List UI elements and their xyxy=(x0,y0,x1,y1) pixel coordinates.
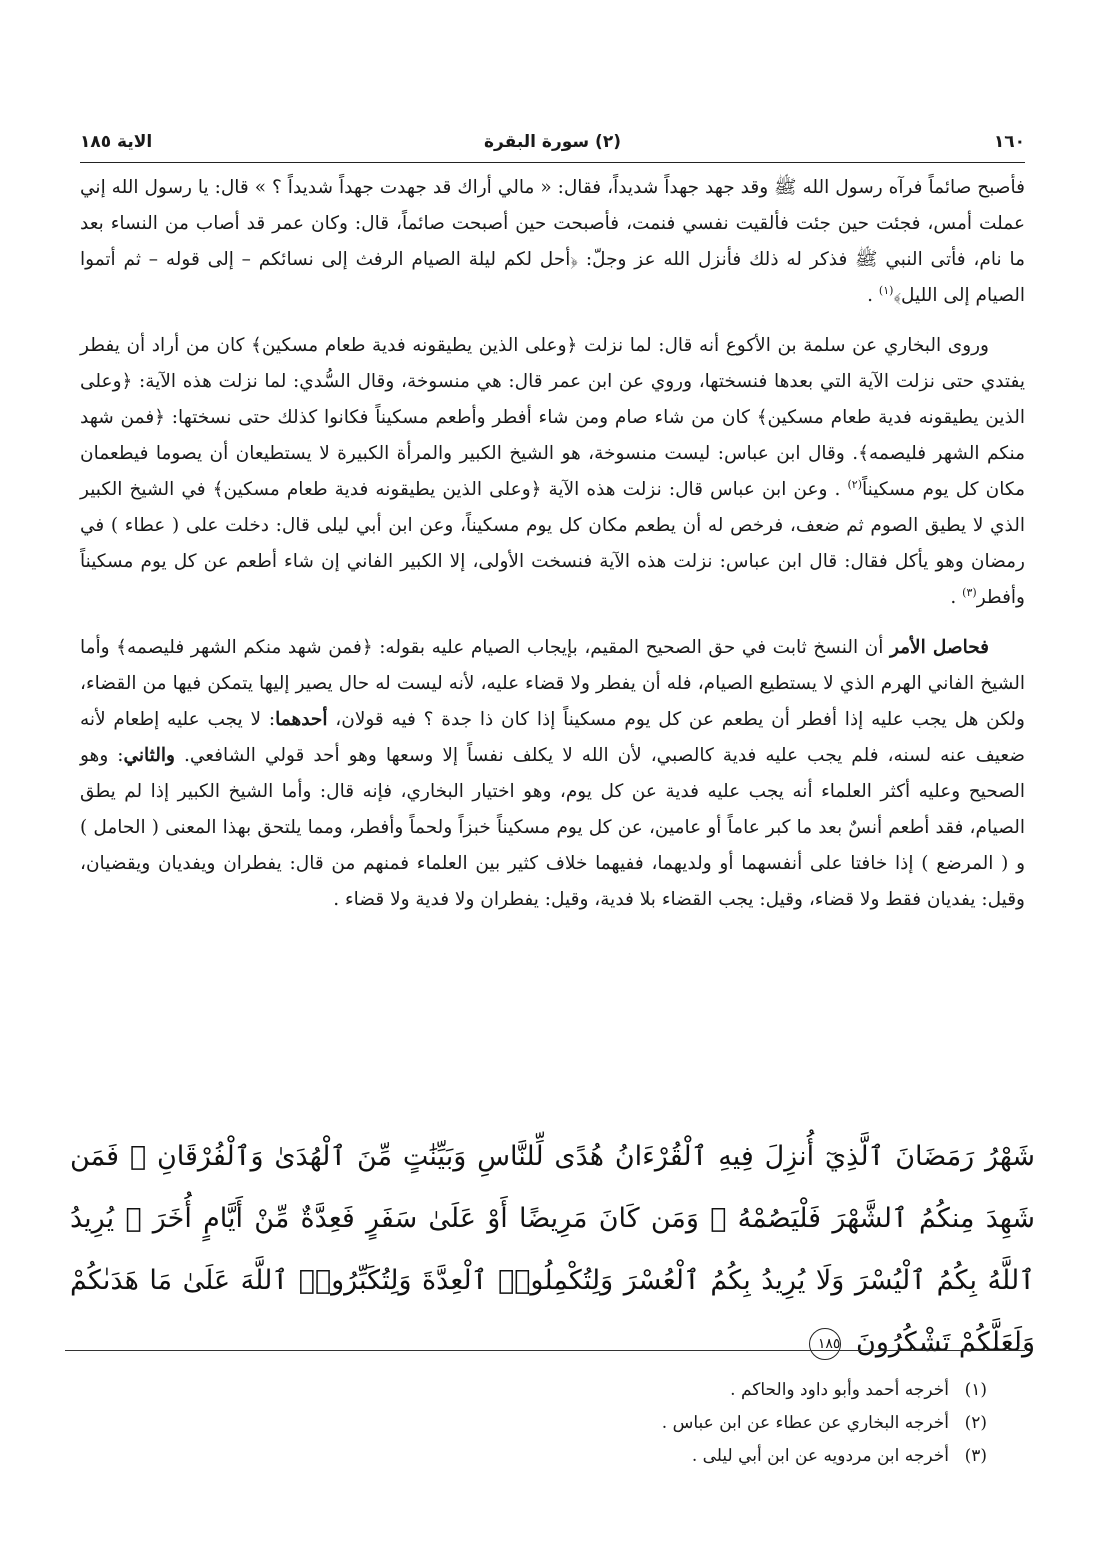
footnote-ref-3[interactable]: (٣) xyxy=(962,585,977,599)
paragraph-text: . وعن ابن عباس قال: نزلت هذه الآية ﴿وعلى الذين يطيقونه فدية طعام مسكين﴾ في الشيخ الكبير الذي لا يطيق الصوم ثم ضعف، فرخص له أن يطعم مكان كل يوم مسكيناً، وعن ابن أبي ليلى قال: دخلت على ( عطاء ) في رمضان وهو يأكل فقال: قال ابن عباس: نزلت هذه الآية فنسخت الأولى، إلا الكبير الفاني إن شاء أطعم عن كل يوم مسكيناً وأفطر xyxy=(80,479,1025,608)
footnote-text: أخرجه أحمد وأبو داود والحاكم . xyxy=(730,1380,949,1400)
paragraph-lead: فحاصل الأمر xyxy=(889,637,989,658)
footnote-text: أخرجه ابن مردويه عن ابن أبي ليلى . xyxy=(691,1446,949,1466)
second-opinion-label: والثاني xyxy=(123,745,175,766)
running-header xyxy=(80,128,1025,163)
commentary-body xyxy=(80,170,1025,932)
footnotes xyxy=(427,1374,987,1473)
paragraph-text: أن النسخ ثابت في حق الصحيح المقيم، بإيجاب الصيام عليه بقوله: ﴿فمن شهد منكم الشهر فليصمه﴾ وأما الشيخ الفاني الهرم الذي لا يستطيع الصيام، فله أن يفطر ولا قضاء عليه، لأنه ليست له حال يصير إليها يتمكن فيها من القضاء، ولكن هل يجب عليه إذا أفطر أن يطعم عن كل يوم مسكيناً إذا كان ذا جدة ؟ فيه قولان، xyxy=(80,637,1025,730)
footnote-item xyxy=(427,1374,987,1407)
quran-verse xyxy=(70,1126,1035,1374)
verse-text: شَهْرُ رَمَضَانَ ٱلَّذِيٓ أُنزِلَ فِيهِ ٱلْقُرْءَانُ هُدًى لِّلنَّاسِ وَبَيِّنَٰتٍ مِّنَ ٱلْهُدَىٰ وَٱلْفُرْقَانِ ۚ فَمَن شَهِدَ مِنكُمُ ٱلشَّهْرَ فَلْيَصُمْهُ ۖ وَمَن كَانَ مَرِيضًا أَوْ عَلَىٰ سَفَرٍ فَعِدَّةٌ مِّنْ أَيَّامٍ أُخَرَ ۗ يُرِيدُ ٱللَّهُ بِكُمُ ٱلْيُسْرَ وَلَا يُرِيدُ بِكُمُ ٱلْعُسْرَ وَلِتُكْمِلُوا۟ ٱلْعِدَّةَ وَلِتُكَبِّرُوا۟ ٱللَّهَ عَلَىٰ مَا هَدَىٰكُمْ وَلَعَلَّكُمْ تَشْكُرُونَ xyxy=(70,1141,1035,1358)
paragraph-1 xyxy=(80,170,1025,314)
ayah-number-badge: ١٨٥ xyxy=(809,1328,841,1360)
footnote-text: أخرجه البخاري عن عطاء عن ابن عباس . xyxy=(661,1413,949,1433)
footnote-ref-2[interactable]: (٢) xyxy=(847,477,863,491)
footnote-number: (١) xyxy=(964,1380,987,1400)
footnote-number: (٣) xyxy=(964,1446,987,1466)
paragraph-text: فأصبح صائماً فرآه رسول الله ﷺ وقد جهد جهداً شديداً، فقال: « مالي أراك قد جهدت جهداً شديداً ؟ » قال: يا رسول الله إني عملت أمس، فجئت حين جئت فألقيت نفسي فنمت، فأصبحت حين أصبحت صائماً، قال: وكان عمر قد أصاب من النساء بعد ما نام، فأتى النبي ﷺ فذكر له ذلك فأنزل الله عز وجلّ: ﴿أحل لكم ليلة الصيام الرفث إلى نسائكم – إلى قوله – ثم أتموا الصيام إلى الليل﴾ xyxy=(80,177,1025,306)
paragraph-text: : لا يجب عليه إطعام لأنه ضعيف عنه لسنه، فلم يجب عليه فدية كالصبي، لأن الله لا يكلف نفساً إلا وسعها وهو أحد قولي الشافعي. xyxy=(80,709,1025,766)
footnote-item xyxy=(427,1440,987,1473)
footnote-divider xyxy=(65,1350,1025,1351)
paragraph-end: . xyxy=(867,285,879,306)
paragraph-end: . xyxy=(950,587,963,608)
first-opinion-label: أحدهما xyxy=(275,709,328,730)
footnote-item xyxy=(427,1407,987,1440)
ayah-label: الاية ١٨٥ xyxy=(80,132,153,152)
page-number: ١٦٠ xyxy=(993,132,1025,152)
footnote-number: (٢) xyxy=(964,1413,987,1433)
paragraph-text: وروى البخاري عن سلمة بن الأكوع أنه قال: لما نزلت ﴿وعلى الذين يطيقونه فدية طعام مسكين﴾ كان من أراد أن يفطر يفتدي حتى نزلت الآية التي بعدها فنسختها، وروي عن ابن عمر قال: هي منسوخة، وقال السُّدي: لما نزلت هذه الآية: ﴿وعلى الذين يطيقونه فدية طعام مسكين﴾ كان من شاء صام ومن شاء أفطر وأطعم مسكيناً فكانوا كذلك حتى نسختها: ﴿فمن شهد منكم الشهر فليصمه﴾. وقال ابن عباس: ليست منسوخة، هو الشيخ الكبير والمرأة الكبيرة لا يستطيعان أن يصوما فيطعمان مكان كل يوم مسكيناً xyxy=(80,335,1025,500)
paragraph-3 xyxy=(80,630,1025,918)
paragraph-2 xyxy=(80,328,1025,616)
surah-title: (٢) سورة البقرة xyxy=(484,132,621,152)
paragraph-text: : وهو الصحيح وعليه أكثر العلماء أنه يجب عليه فدية عن كل يوم، وهو اختيار البخاري، فإنه قال: وأما الشيخ الكبير إذا لم يطق الصيام، فقد أطعم أنسٌ بعد ما كبر عاماً أو عامين، عن كل يوم مسكيناً خبزاً ولحماً وأفطر، ومما يلتحق بهذا المعنى ( الحامل ) و ( المرضع ) إذا خافتا على أنفسهما أو ولديهما، ففيهما خلاف كثير بين العلماء فمنهم من قال: يفطران ويفديان ويقضيان، وقيل: يفديان فقط ولا قضاء، وقيل: يجب القضاء بلا فدية، وقيل: يفطران ولا فدية ولا قضاء . xyxy=(80,745,1025,910)
footnote-ref-1[interactable]: (١) xyxy=(878,283,894,297)
